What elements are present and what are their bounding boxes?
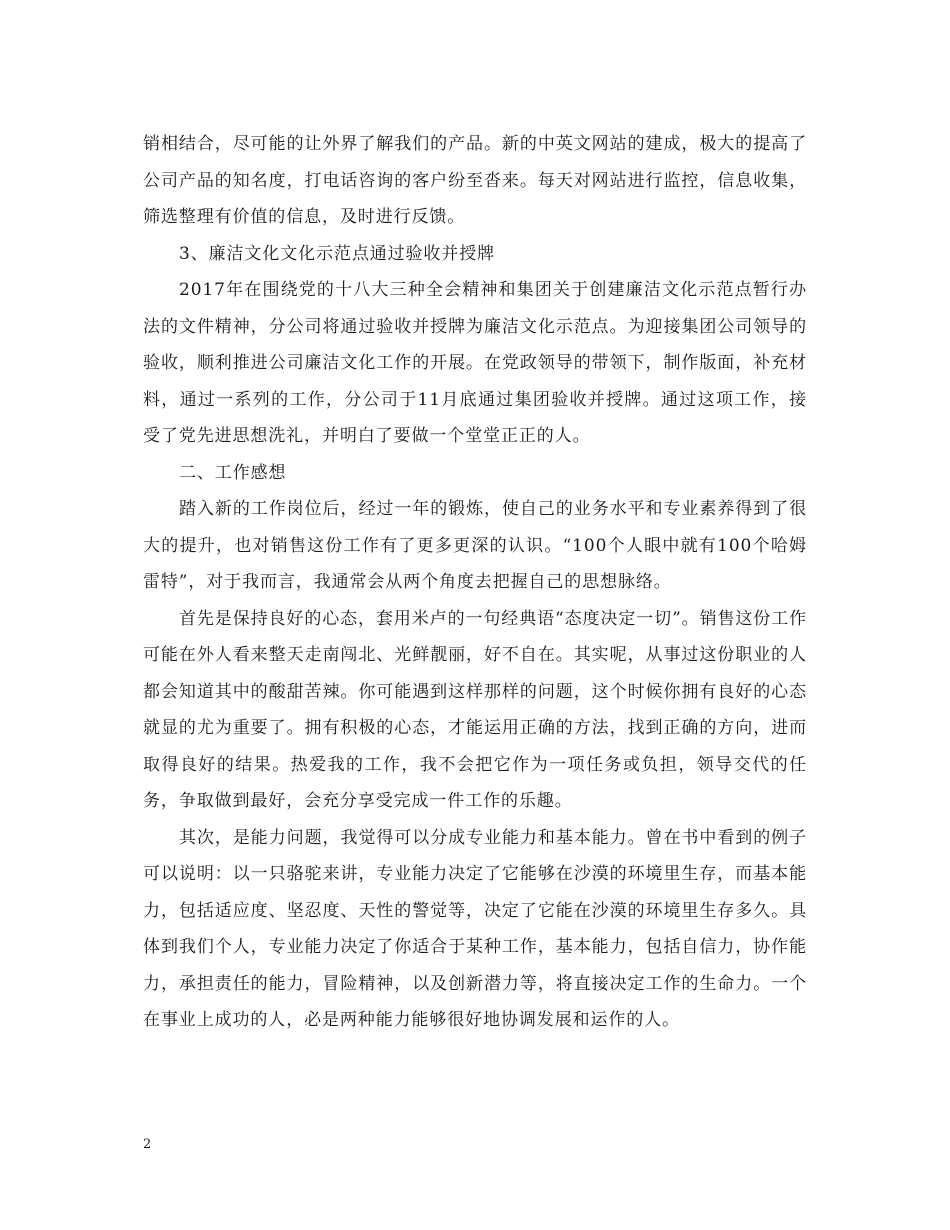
paragraph-abilities: 其次，是能力问题，我觉得可以分成专业能力和基本能力。曾在书中看到的例子可以说明：以一只骆驼来讲，专业能力决定了它能够在沙漠的环境里生存，而基本能力，包括适应度、坚忍度、天性的警觉等，决定了它能在沙漠的环境里生存多久。具体到我们个人，专业能力决定了你适合于某种工作，基本能力，包括自信力，协作能力，承担责任的能力，冒险精神，以及创新潜力等，将直接决定工作的生命力。一个在事业上成功的人，必是两种能力能够很好地协调发展和运作的人。	[143, 827, 807, 1030]
paragraph-continuation: 销相结合，尽可能的让外界了解我们的产品。新的中英文网站的建成，极大的提高了公司产品的知名度，打电话咨询的客户纷至沓来。每天对网站进行监控，信息收集，筛选整理有价值的信息，及时进行反馈。	[143, 134, 807, 227]
paragraph-mindset: 首先是保持良好的心态，套用米卢的一句经典语“态度决定一切”。销售这份工作可能在外人看来整天走南闯北、光鲜靓丽，好不自在。其实呢，从事过这份职业的人都会知道其中的酸甜苦辣。你可能遇到这样那样的问题，这个时候你拥有良好的心态就显的尤为重要了。拥有积极的心态，才能运用正确的方法，找到正确的方向，进而取得良好的结果。热爱我的工作，我不会把它作为一项任务或负担，领导交代的任务，争取做到最好，会充分享受完成一件工作的乐趣。	[143, 608, 807, 811]
paragraph-integrity-culture: 2017年在围绕党的十八大三种全会精神和集团关于创建廉洁文化示范点暂行办法的文件精神，分公司将通过验收并授牌为廉洁文化示范点。为迎接集团公司领导的验收，顺利推进公司廉洁文化工作的开展。在党政领导的带领下，制作版面，补充材料，通过一系列的工作，分公司于11月底通过集团验收并授牌。通过这项工作，接受了党先进思想洗礼，并明白了要做一个堂堂正正的人。	[143, 280, 807, 446]
paragraph-reflections-intro: 踏入新的工作岗位后，经过一年的锻炼，使自己的业务水平和专业素养得到了很大的提升，也对销售这份工作有了更多更深的认识。“100个人眼中就有100个哈姆雷特”，对于我而言，我通常会从两个角度去把握自己的思想脉络。	[143, 499, 807, 592]
section-heading-work-reflections: 二、工作感想	[179, 462, 287, 483]
page-number: 2	[143, 1137, 152, 1152]
document-body	[143, 126, 807, 1039]
section-heading-integrity-culture: 3、廉洁文化文化示范点通过验收并授牌	[179, 243, 496, 264]
